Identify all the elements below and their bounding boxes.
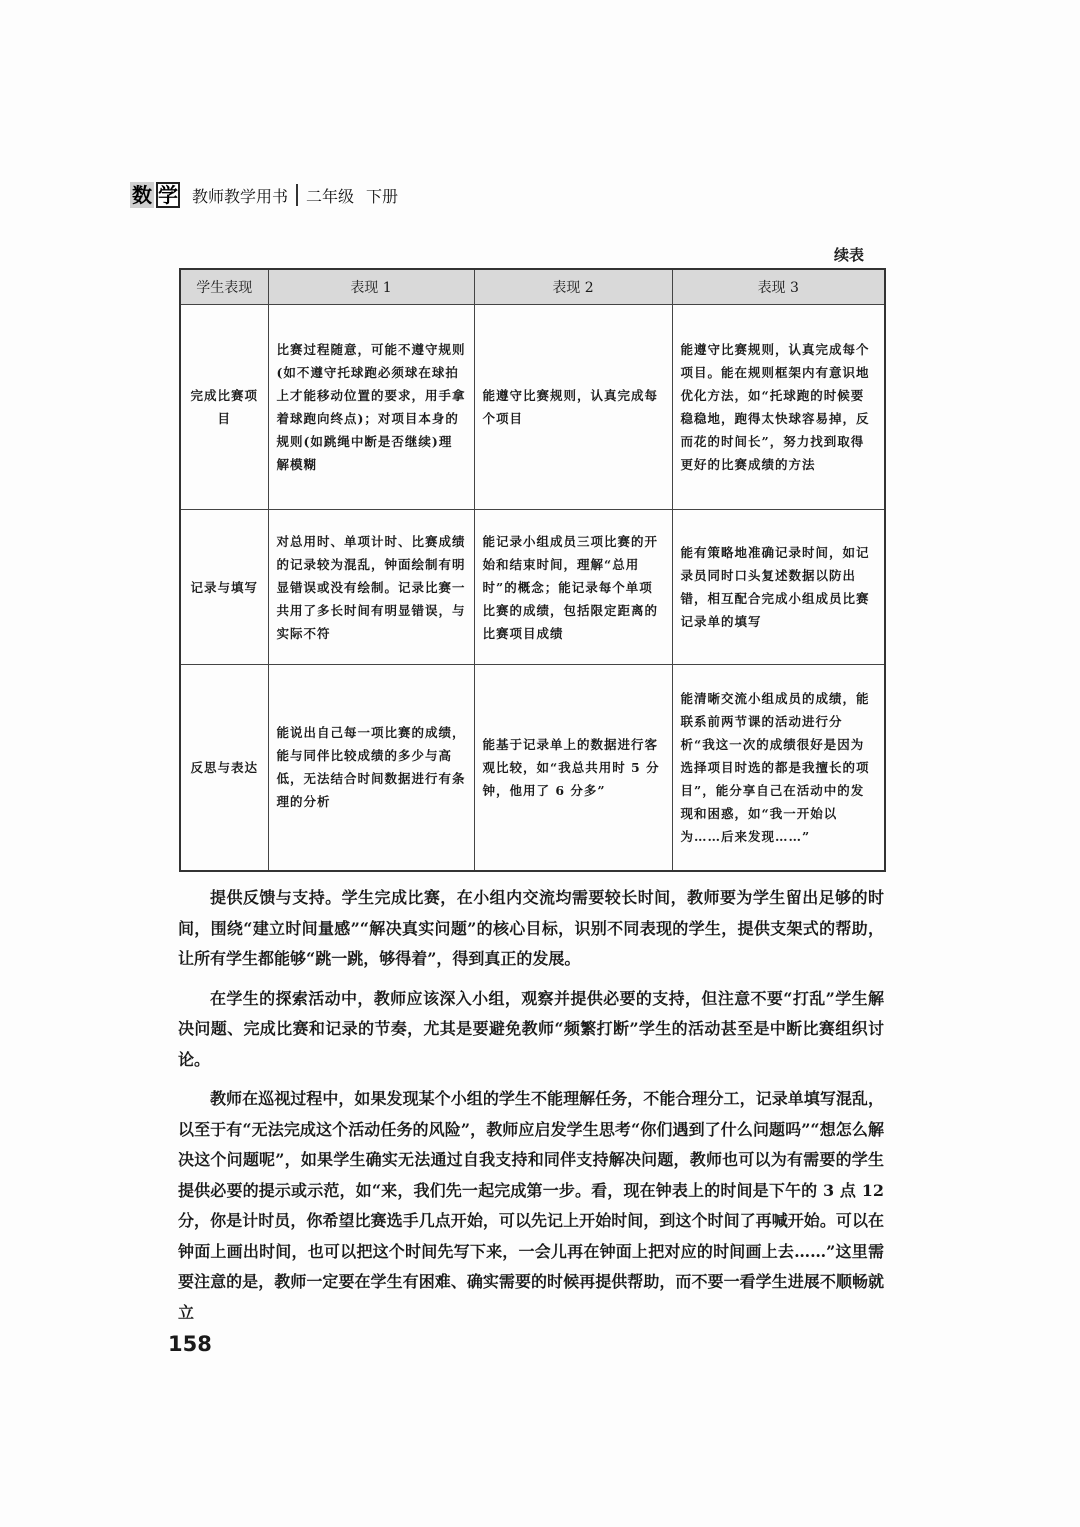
table-cell: 比赛过程随意，可能不遵守规则(如不遵守托球跑必须球在球拍上才能移动位置的要求，用手拿着球跑向终点)；对项目本身的规则(如跳绳中断是否继续)理解模糊 xyxy=(268,305,474,510)
table-cell: 能清晰交流小组成员的成绩，能联系前两节课的活动进行分析“我这一次的成绩很好是因为选择项目时选的都是我擅长的项目”，能分享自己在活动中的发现和困惑，如“我一开始以为……后来发现……” xyxy=(672,665,885,871)
body-text xyxy=(178,883,884,1337)
paragraph-lead: 提供反馈与支持。 xyxy=(210,888,342,907)
table-row xyxy=(180,510,885,665)
header-cell: 表现 1 xyxy=(268,269,474,305)
grade-label: 二年级 xyxy=(306,186,355,206)
paragraph-text: 学生完成比赛，在小组内交流均需要较长时间，教师要为学生留出足够的时间，围绕“建立时间量感”“解决真实问题”的核心目标，识别不同表现的学生，提供支架式的帮助，让所有学生都能够“跳一跳，够得着”，得到真正的发展。 xyxy=(178,888,884,968)
page-header xyxy=(130,178,398,212)
table-cell: 能遵守比赛规则，认真完成每个项目。能在规则框架内有意识地优化方法，如“托球跑的时候要稳稳地，跑得太快球容易掉，反而花的时间长”，努力找到取得更好的比赛成绩的方法 xyxy=(672,305,885,510)
table-cell: 能遵守比赛规则，认真完成每个项目 xyxy=(474,305,672,510)
page-number: 158 xyxy=(168,1332,212,1356)
row-label: 反思与表达 xyxy=(180,665,268,871)
table-cell: 能说出自己每一项比赛的成绩，能与同伴比较成绩的多少与高低，无法结合时间数据进行有条理的分析 xyxy=(268,665,474,871)
header-cell: 学生表现 xyxy=(180,269,268,305)
row-label: 记录与填写 xyxy=(180,510,268,665)
paragraph xyxy=(178,1084,884,1328)
evaluation-table xyxy=(179,268,886,872)
table-cell: 对总用时、单项计时、比赛成绩的记录较为混乱，钟面绘制有明显错误或没有绘制。记录比赛一共用了多长时间有明显错误，与实际不符 xyxy=(268,510,474,665)
row-label: 完成比赛项目 xyxy=(180,305,268,510)
table-header-row xyxy=(180,269,885,305)
subject-logo xyxy=(130,182,182,208)
continued-label: 续表 xyxy=(833,246,864,264)
book-title: 教师教学用书 xyxy=(192,186,289,206)
volume-label: 下册 xyxy=(366,186,399,206)
paragraph-text: 教师在巡视过程中，如果发现某个小组的学生不能理解任务，不能合理分工，记录单填写混乱，以至于有“无法完成这个活动任务的风险”，教师应启发学生思考“你们遇到了什么问题吗”“想怎么解决这个问题呢”，如果学生确实无法通过自我支持和同伴支持解决问题，教师也可以为有需要的学生提供必要的提示或示范，如“来，我们先一起完成第一步。看，现在钟表上的时间是下午的 3 点 12 分，你是计时员，你希望比赛选手几点开始，可以先记上开始时间，到这个时间了再喊开始。可以在钟面上画出时间，也可以把这个时间先写下来，一会儿再在钟面上把对应的时间画上去……”这里需要注意的是，教师一定要在学生有困难、确实需要的时候再提供帮助，而不要一看学生进展不顺畅就立 xyxy=(178,1089,884,1322)
paragraph xyxy=(178,883,884,975)
table-cell: 能基于记录单上的数据进行客观比较，如“我总共用时 5 分钟，他用了 6 分多” xyxy=(474,665,672,871)
table-row xyxy=(180,665,885,871)
paragraph xyxy=(178,984,884,1076)
paragraph-text: 在学生的探索活动中，教师应该深入小组，观察并提供必要的支持，但注意不要“打乱”学生解决问题、完成比赛和记录的节奏，尤其是要避免教师“频繁打断”学生的活动甚至是中断比赛组织讨论。 xyxy=(178,988,884,1069)
header-cell: 表现 2 xyxy=(474,269,672,305)
table-cell: 能记录小组成员三项比赛的开始和结束时间，理解“总用时”的概念；能记录每个单项比赛的成绩，包括限定距离的比赛项目成绩 xyxy=(474,510,672,665)
table-row xyxy=(180,305,885,510)
logo-char-1: 数 xyxy=(132,183,152,207)
table-cell: 能有策略地准确记录时间，如记录员同时口头复述数据以防出错，相互配合完成小组成员比赛记录单的填写 xyxy=(672,510,885,665)
header-divider xyxy=(296,184,298,206)
header-cell: 表现 3 xyxy=(672,269,885,305)
logo-char-2: 学 xyxy=(158,183,178,207)
